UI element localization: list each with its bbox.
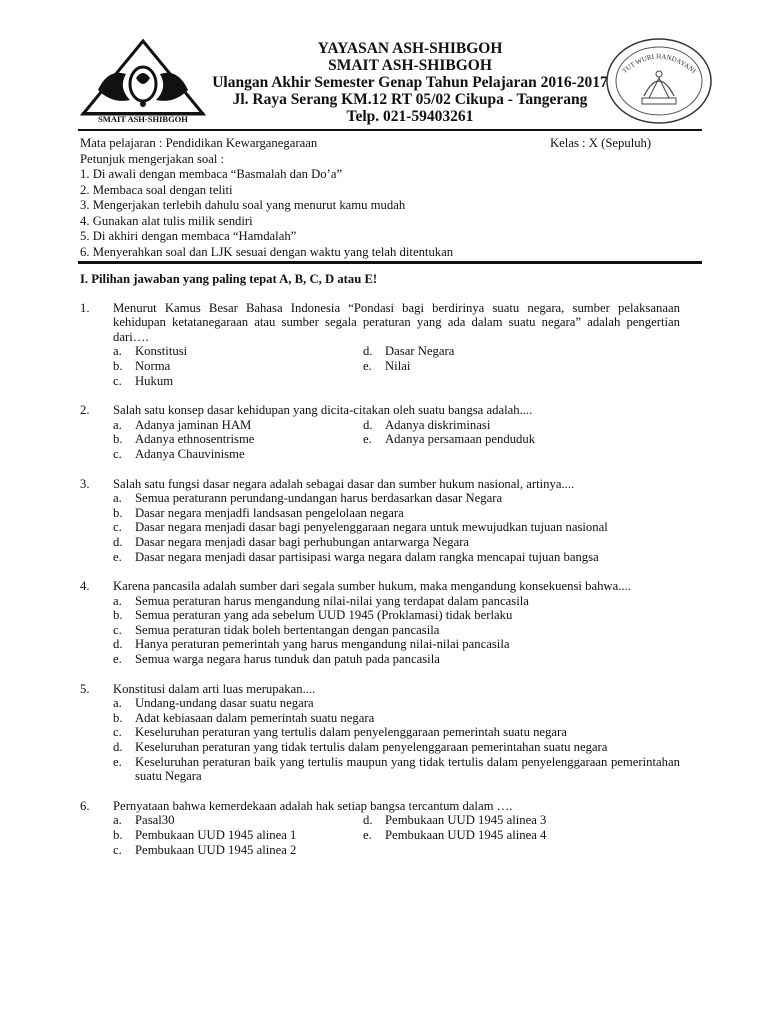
question-number: 2.: [80, 403, 90, 418]
header-line-2: SMAIT ASH-SHIBGOH: [328, 57, 492, 74]
option-e: e. Pembukaan UUD 1945 alinea 4: [363, 828, 547, 842]
option-b: b. Semua peraturan yang ada sebelum UUD 1945 (Proklamasi) tidak berlaku: [113, 608, 513, 623]
exam-info: [80, 136, 700, 260]
header-line-1: YAYASAN ASH-SHIBGOH: [317, 40, 503, 57]
option-a: a. Semua peraturann perundang-undangan harus berdasarkan dasar Negara: [113, 491, 503, 506]
school-logo: [78, 38, 208, 124]
option-c: c. Dasar negara menjadi dasar bagi penyelenggaraan negara untuk mewujudkan tujuan nasional: [113, 520, 608, 535]
question-1: [80, 301, 680, 389]
option-d: d. Adanya diskriminasi: [363, 417, 491, 432]
info-divider: [78, 261, 702, 264]
question-3: [80, 477, 680, 565]
option-e: e. Semua warga negara harus tunduk dan patuh pada pancasila: [113, 652, 440, 667]
instruction-item: 4. Gunakan alat tulis milik sendiri: [80, 213, 253, 228]
question-section: [80, 272, 680, 872]
option-a: a. Adanya jaminan HAM: [113, 417, 252, 432]
option-a: a. Undang-undang dasar suatu negara: [113, 696, 314, 711]
header-line-4: Jl. Raya Serang KM.12 RT 05/02 Cikupa - Tangerang: [232, 91, 588, 108]
option-e: e. Nilai: [363, 358, 411, 373]
question-number: 6.: [80, 798, 90, 813]
question-number: 4.: [80, 579, 90, 594]
option-d: d. Dasar negara menjadi dasar bagi perhubungan antarwarga Negara: [113, 534, 470, 549]
option-b: b. Adanya ethnosentrisme: [113, 432, 255, 447]
option-c: c. Hukum: [113, 373, 174, 388]
option-b: b. Norma: [113, 358, 171, 373]
question-number: 1.: [80, 300, 90, 315]
question-number: 3.: [80, 476, 90, 491]
option-d: d. Hanya peraturan pemerintah yang harus mengandung nilai-nilai pancasila: [113, 637, 510, 652]
emblem-caption: TUT WURI HANDAYANI: [620, 52, 698, 76]
option-b: b. Dasar negara menjadfi landsasan pengelolaan negara: [113, 505, 404, 520]
instruction-item: 2. Membaca soal dengan teliti: [80, 182, 233, 197]
question-6: [80, 799, 680, 857]
question-2: [80, 403, 680, 461]
option-c: c. Adanya Chauvinisme: [113, 446, 245, 461]
school-logo-caption: SMAIT ASH-SHIBGOH: [98, 114, 188, 124]
question-5: [80, 682, 680, 784]
header-divider: [78, 129, 702, 131]
option-d: d. Keseluruhan peraturan yang tidak tertulis dalam penyelenggaraan pemerintahan suatu negara: [113, 740, 608, 755]
school-info: [200, 40, 620, 125]
question-text: Salah satu fungsi dasar negara adalah sebagai dasar dan sumber hukum nasional, artinya....: [113, 476, 575, 491]
option-e: e. Adanya persamaan penduduk: [363, 432, 536, 447]
option-a: a. Konstitusi: [113, 344, 188, 359]
option-e: e. Dasar negara menjadi dasar partisipasi warga negara dalam rangka mencapai tujuan bangsa: [113, 549, 599, 564]
option-e: e. Keseluruhan peraturan baik yang tertulis maupun yang tidak tertulis dalam penyelenggaraan pemerintahan suatu Negara: [113, 754, 680, 784]
option-c: c. Pembukaan UUD 1945 alinea 2: [113, 842, 297, 857]
instruction-item: 5. Di akhiri dengan membaca “Hamdalah”: [80, 229, 297, 243]
option-c: c. Semua peraturan tidak boleh bertentangan dengan pancasila: [113, 622, 440, 637]
class-label: Kelas : X (Sepuluh): [550, 136, 652, 150]
document-header: [0, 0, 768, 130]
tut-wuri-handayani-emblem: [604, 36, 714, 126]
question-text: Karena pancasila adalah sumber dari segala sumber hukum, maka mengandung konsekuensi bahwa....: [113, 579, 631, 594]
option-d: d. Pembukaan UUD 1945 alinea 3: [363, 813, 547, 828]
question-text: Salah satu konsep dasar kehidupan yang dicita-citakan oleh suatu bangsa adalah....: [113, 403, 533, 418]
question-text: Menurut Kamus Besar Bahasa Indonesia “Pondasi bagi berdirinya suatu negara, sumber pelaksanaan kehidupan ketatanegaraan atau sumber segala peraturan yang ada dalam suatu negara” adalah pengertian dari….: [113, 300, 680, 344]
question-text: Pernyataan bahwa kemerdekaan adalah hak setiap bangsa tercantum dalam ….: [113, 798, 513, 813]
option-a: a. Semua peraturan harus mengandung nilai-nilai yang terdapat dalam pancasila: [113, 593, 529, 608]
subject-label: Mata pelajaran : Pendidikan Kewarganegaraan: [80, 136, 318, 150]
option-c: c. Keseluruhan peraturan yang tertulis dalam penyelenggaraan pemerintah suatu negara: [113, 725, 567, 740]
question-number: 5.: [80, 681, 90, 696]
instruction-item: 3. Mengerjakan terlebih dahulu soal yang menurut kamu mudah: [80, 198, 406, 212]
question-4: [80, 579, 680, 667]
question-text: Konstitusi dalam arti luas merupakan....: [113, 681, 316, 696]
header-line-5: Telp. 021-59403261: [346, 108, 474, 125]
header-line-3: Ulangan Akhir Semester Genap Tahun Pelajaran 2016-2017: [212, 74, 608, 91]
instructions-title: Petunjuk mengerjakan soal :: [80, 151, 225, 166]
option-b: b. Adat kebiasaan dalam pemerintah suatu negara: [113, 710, 375, 725]
instruction-item: 6. Menyerahkan soal dan LJK sesuai dengan waktu yang telah ditentukan: [80, 244, 454, 259]
instruction-item: 1. Di awali dengan membaca “Basmalah dan Do’a”: [80, 167, 343, 181]
section-title: I. Pilihan jawaban yang paling tepat A, B, C, D atau E!: [80, 272, 378, 286]
option-a: a. Pasal30: [113, 813, 175, 828]
option-d: d. Dasar Negara: [363, 344, 455, 359]
option-b: b. Pembukaan UUD 1945 alinea 1: [113, 828, 297, 842]
